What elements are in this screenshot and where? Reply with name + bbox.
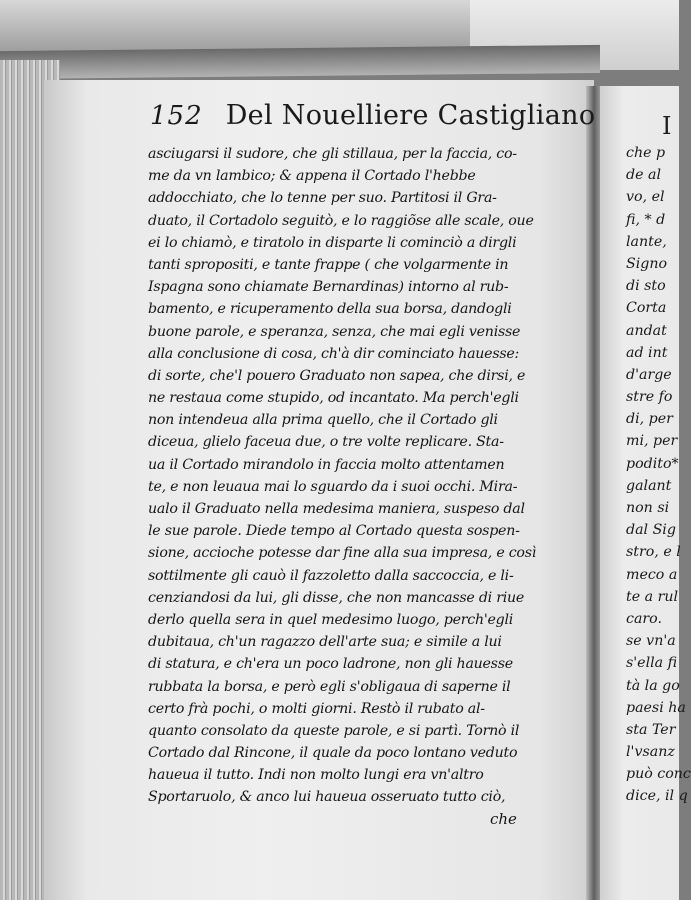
text-line: diceua, glielo faceua due, o tre volte replicare. Sta-: [148, 434, 504, 451]
text-line: di statura, e ch'era un poco ladrone, non gli hauesse: [148, 656, 513, 673]
right-page-line: non si: [626, 500, 670, 516]
right-page-line: dal Sig: [626, 522, 676, 539]
text-line: non intendeua alla prima quello, che il Cortado gli: [148, 412, 498, 429]
text-line: asciugarsi il sudore, che gli stillaua, per la faccia, co-: [148, 146, 517, 162]
text-line: ualo il Graduato nella medesima maniera, suspeso dal: [148, 501, 525, 517]
right-page-line: caro.: [626, 610, 662, 627]
text-line: alla conclusione di cosa, ch'à dir cominciato hauesse:: [148, 345, 520, 362]
right-page-line: de al: [626, 167, 661, 184]
running-title: Del Nouelliere Castigliano: [225, 100, 596, 131]
text-line: haueua il tutto. Indi non molto lungi era vn'altro: [148, 767, 484, 784]
page-number: 152: [150, 101, 203, 131]
text-line: sottilmente gli cauò il fazzoletto dalla saccoccia, e li-: [148, 567, 514, 584]
right-page-line: vo, el: [626, 189, 665, 206]
right-page-line: Corta: [626, 300, 667, 317]
right-page: [600, 86, 691, 900]
right-page-line: che p: [626, 145, 666, 161]
text-line: bamento, e ricuperamento della sua borsa, dandogli: [148, 301, 512, 318]
right-page-line: di, per: [626, 411, 673, 428]
text-line: tanti spropositi, e tante frappe ( che volgarmente in: [148, 256, 509, 273]
right-page-line: dice, il q: [626, 788, 688, 805]
right-page-line: sta Ter: [626, 721, 676, 738]
right-page-text: [626, 142, 691, 808]
text-line: derlo quella sera in quel medesimo luogo, perch'egli: [148, 611, 514, 628]
right-page-line: te a rul: [626, 588, 679, 605]
text-line: ne restaua come stupido, od incantato. Ma perch'egli: [148, 390, 519, 407]
right-page-line: tà la go: [626, 677, 680, 694]
text-line: dubitaua, ch'un ragazzo dell'arte sua; e simile a lui: [148, 634, 502, 651]
right-page-line: se vn'a: [626, 633, 676, 650]
right-page-line: stro, e l: [626, 544, 681, 561]
right-page-line: andat: [626, 322, 667, 339]
right-page-line: meco a: [626, 566, 678, 583]
text-line: quanto consolato da queste parole, e si partì. Tornò il: [148, 722, 520, 739]
right-page-line: ad int: [626, 344, 668, 361]
text-line: rubbata la borsa, e però egli s'obligaua di saperne il: [148, 678, 511, 695]
right-page-line: può conc: [626, 766, 691, 783]
right-page-line: fi, * d: [626, 211, 666, 228]
right-page-line: paesi ha: [626, 699, 686, 716]
text-line: Cortado dal Rincone, il quale da poco lontano veduto: [148, 745, 518, 762]
right-page-line: s'ella fi: [626, 655, 678, 672]
right-page-line: Signo: [626, 255, 668, 272]
text-line: addocchiato, che lo tenne per suo. Partitosi il Gra-: [148, 190, 497, 207]
right-page-line: l'vsanz: [626, 744, 675, 761]
text-line: Sportaruolo, & anco lui haueua osseruato tutto ciò,: [148, 789, 506, 806]
right-page-line: galant: [626, 477, 672, 494]
text-line: me da vn lambico; & appena il Cortado l'hebbe: [148, 168, 476, 185]
right-page-header: I: [662, 112, 672, 140]
text-line: di sorte, che'l pouero Graduato non sapea, che dirsi, e: [148, 367, 526, 384]
text-line: te, e non leuaua mai lo sguardo da i suoi occhi. Mira-: [148, 478, 518, 495]
right-page-line: lante,: [626, 233, 667, 250]
text-line: cenziandosi da lui, gli disse, che non mancasse di riue: [148, 589, 525, 606]
text-line: buone parole, e speranza, senza, che mai egli venisse: [148, 323, 521, 340]
right-page-line: podito*: [626, 455, 679, 472]
text-line: sione, accioche potesse dar fine alla sua impresa, e così: [148, 545, 537, 562]
catchword: che: [490, 810, 517, 828]
text-line: certo frà pochi, o molti giorni. Restò il rubato al-: [148, 700, 485, 717]
text-line: Ispagna sono chiamate Bernardinas) intorno al rub-: [148, 279, 509, 296]
right-page-line: di sto: [626, 278, 666, 295]
text-line: le sue parole. Diede tempo al Cortado questa sospen-: [148, 523, 520, 540]
right-page-line: mi, per: [626, 433, 678, 450]
text-line: ua il Cortado mirandolo in faccia molto attentamen: [148, 456, 505, 473]
book-cover-edge: [0, 45, 600, 79]
right-page-line: d'arge: [626, 366, 672, 383]
text-line: ei lo chiamò, e tiratolo in disparte li cominciò a dirgli: [148, 234, 517, 251]
text-line: duato, il Cortadolo seguitò, e lo raggiõse alle scale, oue: [148, 212, 534, 229]
right-page-line: stre fo: [626, 389, 673, 406]
page-header: [150, 100, 596, 140]
body-text: [148, 143, 568, 809]
